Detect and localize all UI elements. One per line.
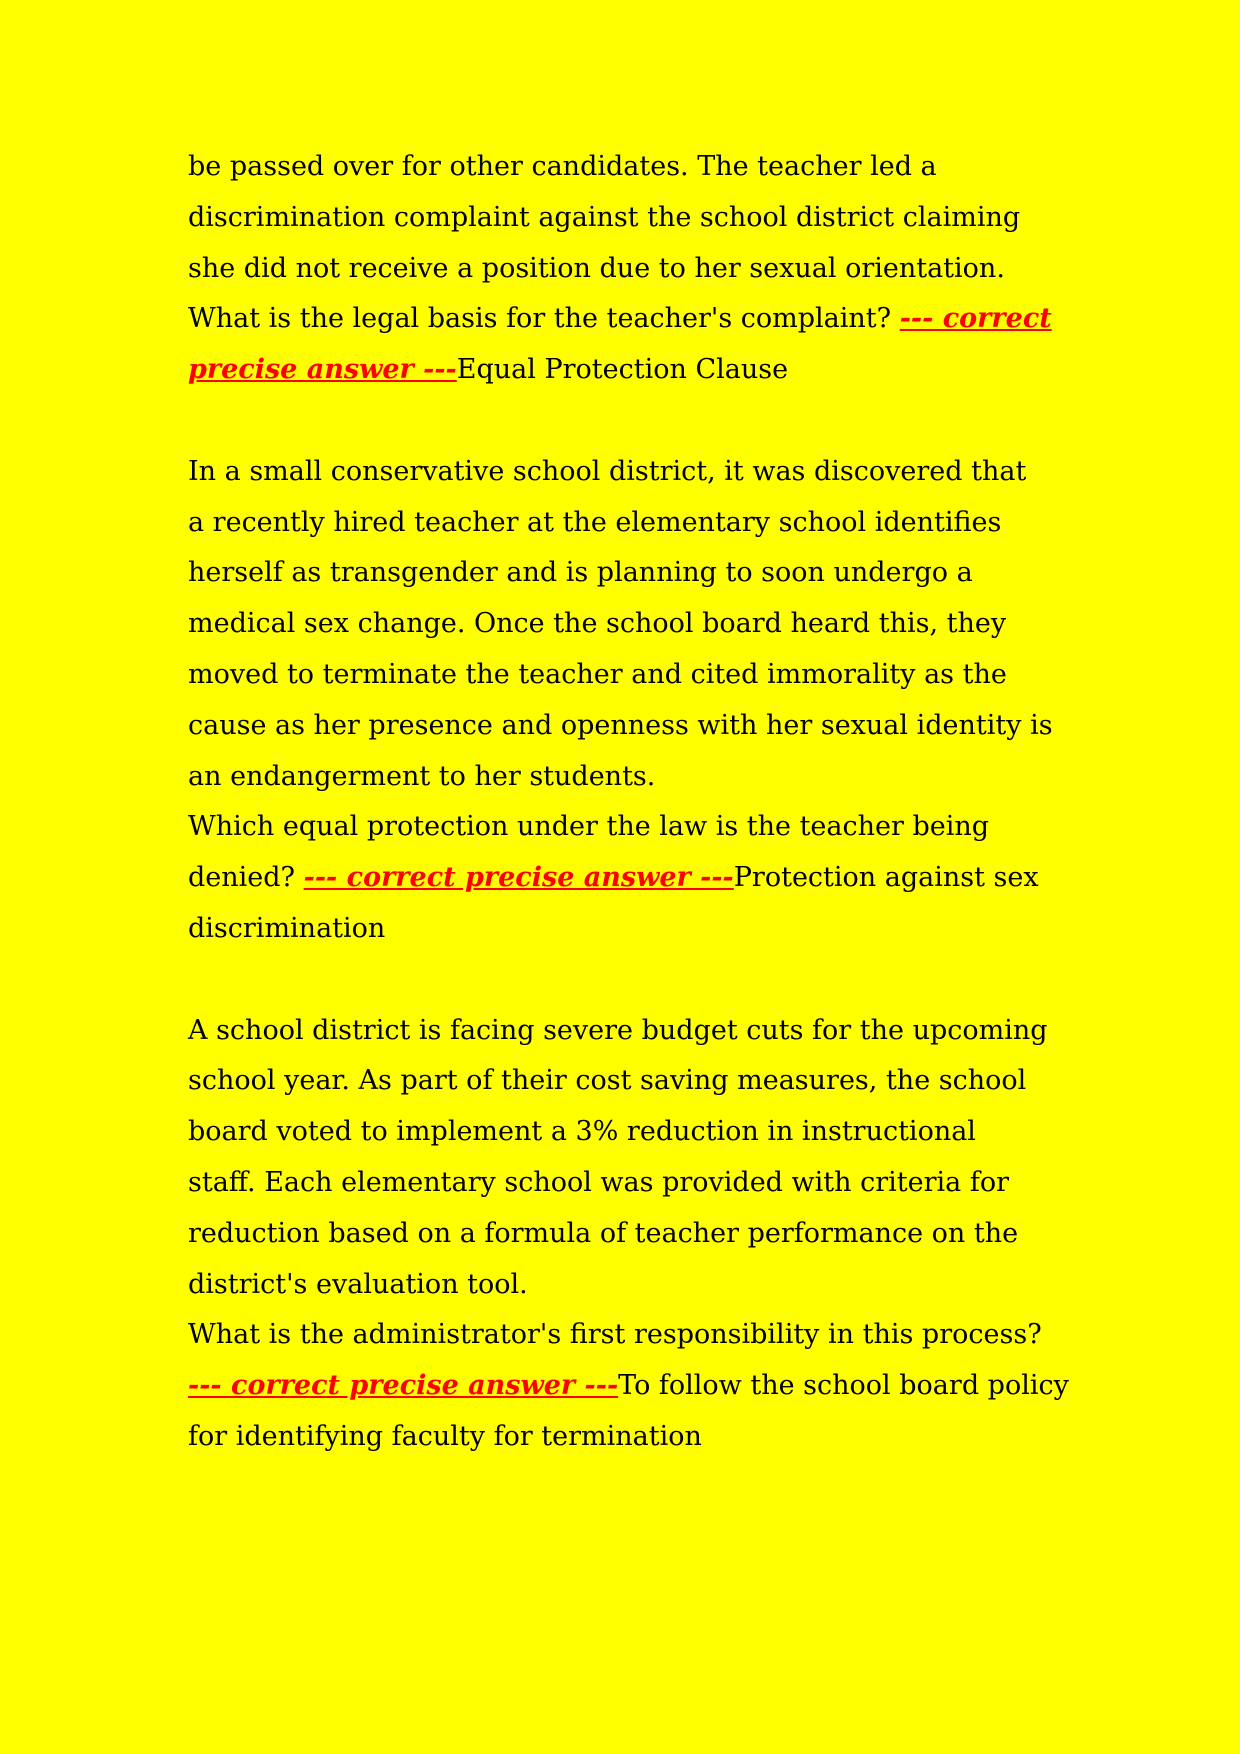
document-page [188,142,1088,1514]
question-block-2 [188,447,1088,955]
answer-line: discrimination [188,912,386,944]
text-line: discrimination complaint against the school district claiming [188,201,1021,233]
answer-tag: --- correct precise answer --- [303,862,734,894]
text-line: reduction based on a formula of teacher performance on the [188,1217,1019,1249]
text-line: school year. As part of their cost saving measures, the school [188,1065,1027,1097]
answer-line: for identifying faculty for termination [188,1420,702,1452]
answer-text: Protection against sex [733,862,1039,894]
question-line [188,294,1088,345]
text-line: In a small conservative school district, it was discovered that [188,455,1027,487]
text-line: she did not receive a position due to her sexual orientation. [188,252,1005,284]
text-line: be passed over for other candidates. The teacher led a [188,151,937,182]
question-block-1 [188,142,1088,396]
text-line: Which equal protection under the law is the teacher being [188,811,990,843]
answer-line [188,1361,1088,1412]
text-line: a recently hired teacher at the elementary school identifies [188,506,1002,538]
text-line: medical sex change. Once the school board heard this, they [188,608,1007,640]
answer-text: Equal Protection Clause [456,354,789,386]
text-line: moved to terminate the teacher and cited immorality as the [188,658,1007,690]
answer-line [188,345,1088,396]
answer-text: To follow the school board policy [618,1370,1069,1402]
text-line: an endangerment to her students. [188,760,656,792]
question-line [188,853,1088,904]
text-line: district's evaluation tool. [188,1268,528,1300]
question-text: What is the legal basis for the teacher's complaint? [188,303,900,335]
question-text: denied? [188,862,304,894]
answer-tag: precise answer --- [188,354,457,386]
question-block-3 [188,1006,1088,1463]
text-line: A school district is facing severe budget cuts for the upcoming [188,1014,1048,1046]
answer-tag: --- correct [899,303,1052,335]
text-line: board voted to implement a 3% reduction in instructional [188,1116,976,1148]
text-line: herself as transgender and is planning to soon undergo a [188,557,973,589]
question-text: What is the administrator's first responsibility in this process? [188,1319,1042,1351]
text-line: cause as her presence and openness with her sexual identity is [188,709,1053,741]
text-line: staff. Each elementary school was provided with criteria for [188,1166,1009,1198]
answer-tag: --- correct precise answer --- [188,1370,619,1402]
